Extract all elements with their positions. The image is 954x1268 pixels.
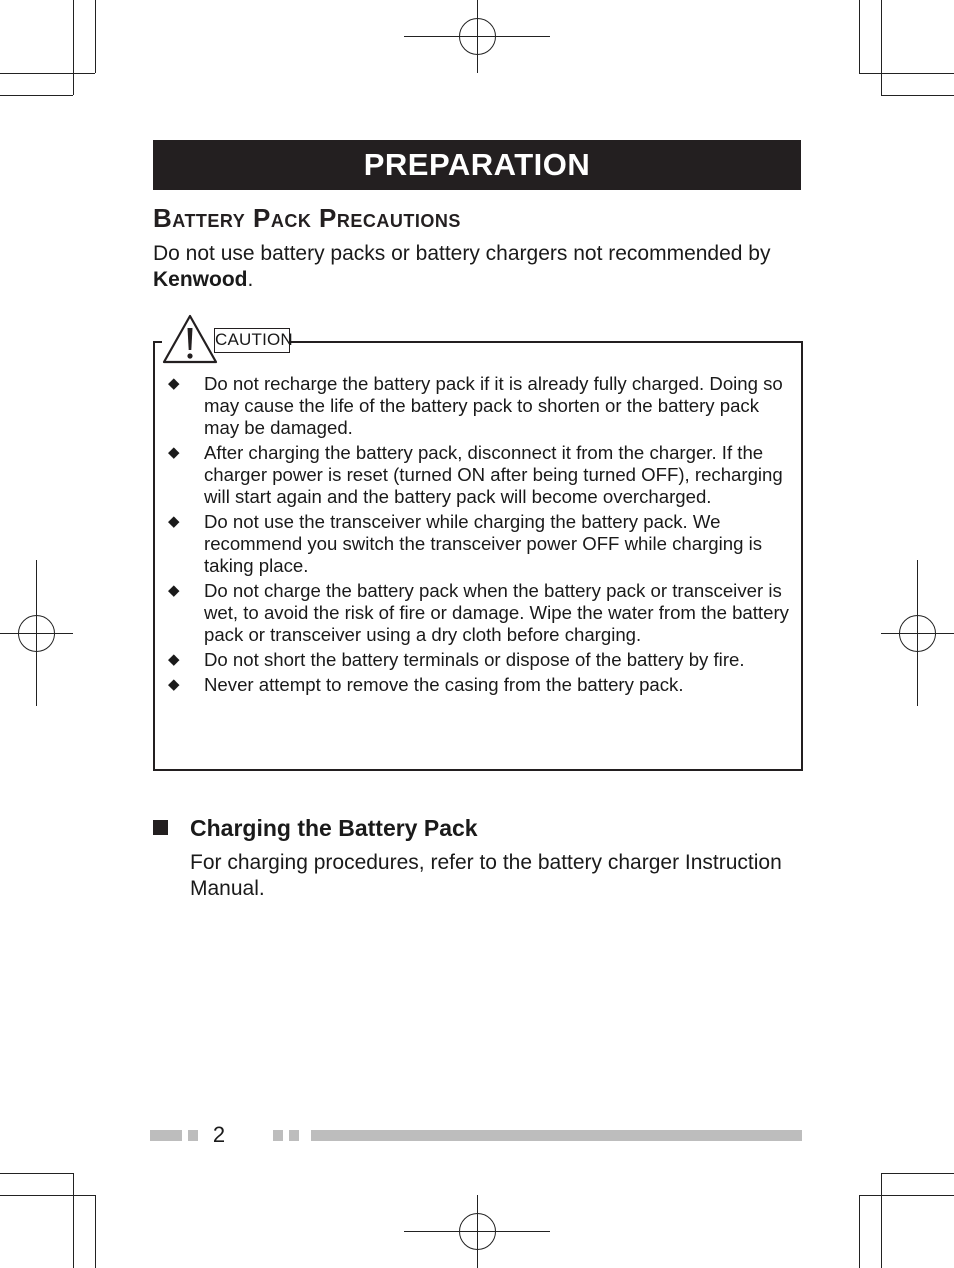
footer-bar-long xyxy=(311,1130,802,1141)
page-number: 2 xyxy=(212,1122,226,1147)
list-item: ◆ Do not charge the battery pack when the battery pack or transceiver is wet, to avoid the risk of fire or damage. Wipe the water from the battery pack or transceiver using a dry cloth before charging. xyxy=(168,580,789,645)
intro-paragraph xyxy=(153,241,813,293)
list-item: ◆ Do not recharge the battery pack if it is already fully charged. Doing so may cause the life of the battery pack to shorten or the battery pack may be damaged. xyxy=(168,373,783,438)
charging-body: For charging procedures, refer to the battery charger Instruction Manual. xyxy=(190,851,782,900)
brand-name: Kenwood xyxy=(153,268,248,291)
diamond-bullet-icon: ◆ xyxy=(168,375,180,392)
diamond-bullet-icon: ◆ xyxy=(168,651,180,668)
diamond-bullet-icon: ◆ xyxy=(168,513,180,530)
page-title: Battery Pack Precautions xyxy=(153,203,461,233)
footer-bar-segment xyxy=(289,1130,299,1141)
footer-bar-segment xyxy=(188,1130,198,1141)
diamond-bullet-icon: ◆ xyxy=(168,582,180,599)
list-item: ◆ Never attempt to remove the casing from the battery pack. xyxy=(168,674,684,695)
intro-text: Do not use battery packs or battery chargers not recommended by xyxy=(153,242,771,265)
diamond-bullet-icon: ◆ xyxy=(168,676,180,693)
square-bullet-icon xyxy=(153,820,168,835)
footer-bar-segment xyxy=(273,1130,283,1141)
caution-label: CAUTION xyxy=(214,328,290,353)
footer-bar-segment xyxy=(150,1130,182,1141)
list-item: ◆ Do not use the transceiver while charging the battery pack. We recommend you switch the transceiver power OFF while charging is taking place. xyxy=(168,511,763,576)
list-item: ◆ After charging the battery pack, disconnect it from the charger. If the charger power is reset (turned ON after being turned OFF), recharging will start again and the battery pack will become overcharged. xyxy=(168,442,783,507)
caution-list xyxy=(166,373,792,699)
diamond-bullet-icon: ◆ xyxy=(168,444,180,461)
intro-end: . xyxy=(247,268,254,291)
list-item: ◆ Do not short the battery terminals or dispose of the battery by fire. xyxy=(168,649,745,670)
section-banner: PREPARATION xyxy=(153,140,801,190)
warning-triangle-icon xyxy=(162,314,218,364)
charging-heading: Charging the Battery Pack xyxy=(153,814,478,842)
